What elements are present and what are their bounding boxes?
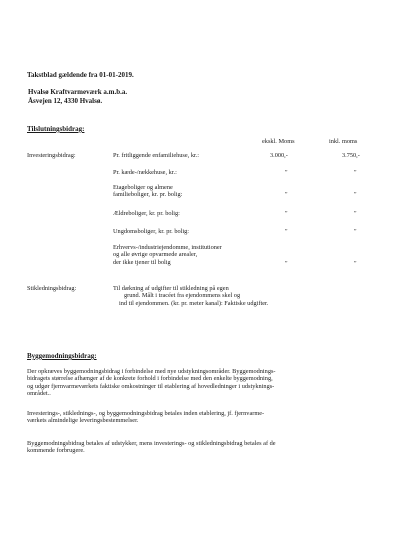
tariff-row xyxy=(113,228,189,235)
service-line-description xyxy=(107,285,268,307)
column-header-incl-vat: inkl. moms xyxy=(329,138,358,145)
tariff-excl-value: " xyxy=(285,191,288,198)
tariff-row xyxy=(113,244,222,266)
tariff-incl-value: 3.750,- xyxy=(342,152,360,159)
investment-contribution-label: Investeringsbidrag: xyxy=(27,152,76,159)
tariff-incl-value: " xyxy=(354,169,357,176)
service-line-text: Til dækning af udgifter til stikledning på egen xyxy=(113,285,229,292)
service-line-text: grund. Målt i tracéet fra ejendommens skel og xyxy=(124,292,241,300)
tariff-incl-value: " xyxy=(354,210,357,217)
tariff-excl-value: " xyxy=(285,228,288,235)
paragraph-line: Byggemodningsbidrag betales af udstykker, mens investerings- og stikledningsbidrag betales af de xyxy=(27,440,276,447)
service-line-text: ind til ejendommen. (kr. pr. meter kanal): Faktiske udgifter. xyxy=(119,299,269,307)
paragraph-line: Investerings-, stiklednings-, og byggemodningsbidrag betales inden etablering, jf. fjernvarme- xyxy=(27,410,265,417)
paragraph-line: værkets almindelige leveringsbestemmelser. xyxy=(27,417,139,425)
paragraph-byggemodning-1 xyxy=(27,368,276,398)
column-header-excl-vat: ekskl. Moms xyxy=(262,138,295,145)
paragraph-line: kommende forbrugere. xyxy=(27,447,85,455)
tariff-row-label: Pr. kæde-/rækkehuse, kr.: xyxy=(113,169,177,176)
tariff-incl-value: " xyxy=(354,260,357,267)
tariff-row-label: Ældreboliger, kr. pr. bolig: xyxy=(113,210,180,217)
tariff-row xyxy=(113,210,180,217)
tariff-excl-value: " xyxy=(285,169,288,176)
tariff-row-label: og alle øvrige opvarmede arealer, xyxy=(113,251,198,259)
tariff-row-label: Etageboliger og almene xyxy=(113,184,173,191)
company-name: Hvalsø Kraftvarmeværk a.m.b.a. xyxy=(28,88,128,96)
tariff-row-label: familieboliger, kr. pr. bolig: xyxy=(113,191,183,199)
paragraph-byggemodning-3 xyxy=(27,440,276,455)
tariff-row-label: Ungdomsboliger, kr. pr. bolig: xyxy=(113,228,190,235)
tariff-excl-value: " xyxy=(285,210,288,217)
paragraph-line: Der opkræves byggemodningsbidrag i forbindelse med nye udstykningsområder. Byggemodnings- xyxy=(27,368,276,375)
tariff-row-label: Pr. fritliggende enfamiliehuse, kr.: xyxy=(113,152,200,159)
section-heading-tilslutning: Tilslutningsbidrag: xyxy=(27,125,85,133)
tariff-excl-value: 3.000,- xyxy=(270,152,288,159)
service-line-contribution-label: Stikledningsbidrag: xyxy=(27,285,77,292)
tariff-row xyxy=(113,184,182,199)
paragraph-line: og udgør fjernvarmeværkets faktiske omkostninger til etablering af hovedledninger i udstyknings- xyxy=(27,382,275,390)
tariff-excl-value: " xyxy=(285,260,288,267)
tariff-row-label: der ikke tjener til bolig xyxy=(113,258,171,266)
tariff-row-label: Erhvervs-/industriejendomme, institutioner xyxy=(113,244,222,251)
tariff-row xyxy=(113,169,177,176)
paragraph-line: bidragets størrelse afhænger af de konkrete forhold i forbindelse med den enkelte byggemodning, xyxy=(27,375,273,383)
tariff-incl-value: " xyxy=(354,191,357,198)
tariff-row xyxy=(113,152,199,159)
paragraph-line: området.. xyxy=(27,390,51,398)
paragraph-byggemodning-2 xyxy=(27,410,264,425)
section-heading-byggemodning: Byggemodningsbidrag: xyxy=(27,352,97,360)
tariff-incl-value: " xyxy=(354,228,357,235)
document-title: Takstblad gældende fra 01-01-2019. xyxy=(27,71,134,79)
company-address: Åsvejen 12, 4330 Hvalsø. xyxy=(28,97,103,105)
